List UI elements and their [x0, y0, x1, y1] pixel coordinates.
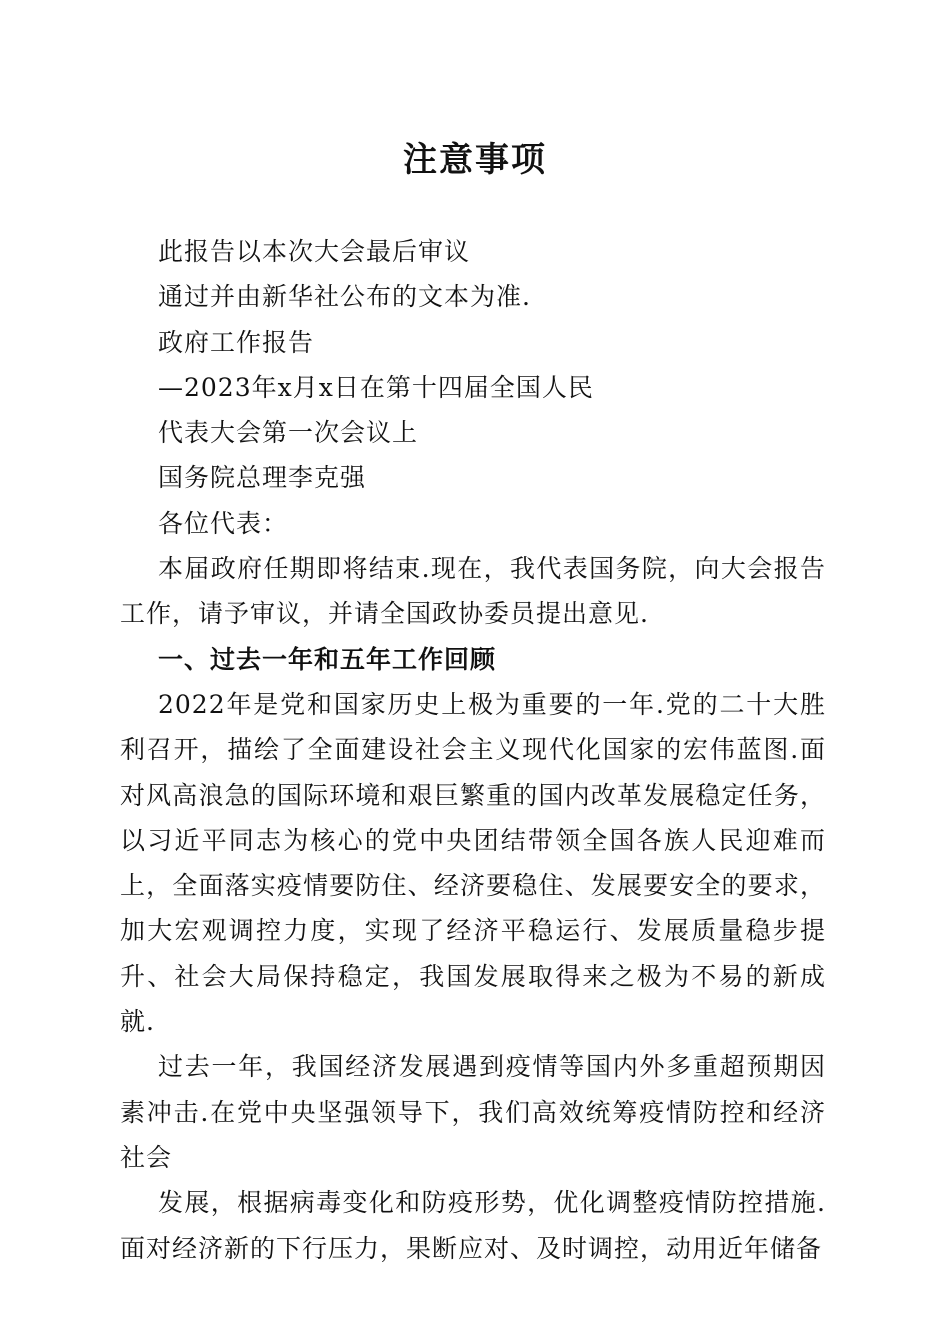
intro-line-1: 此报告以本次大会最后审议	[158, 237, 471, 266]
paragraph-1: 2022年是党和国家历史上极为重要的一年.党的二十大胜利召开，描绘了全面建设社会主义现代化国家的宏伟蓝图.面对风高浪急的国际环境和艰巨繁重的国内改革发展稳定任务，以习近平同志为核心的党中央团结带领全国各族人民迎难而上，全面落实疫情要防住、经济要稳住、发展要安全的要求，加大宏观调控力度，实现了经济平稳运行、发展质量稳步提升、社会大局保持稳定，我国发展取得来之极为不易的新成就.	[120, 689, 826, 1037]
paragraph-3: 发展，根据病毒变化和防疫形势，优化调整疫情防控措施.面对经济新的下行压力，果断应对、及时调控，动用近年储备	[120, 1188, 826, 1263]
paragraph-2: 过去一年，我国经济发展遇到疫情等国内外多重超预期因素冲击.在党中央坚强领导下，我们高效统筹疫情防控和经济社会	[120, 1052, 826, 1172]
document-body	[120, 229, 826, 1271]
opening-paragraph: 本届政府任期即将结束.现在，我代表国务院，向大会报告工作，请予审议，并请全国政协委员提出意见.	[120, 554, 826, 629]
intro-line-3: 政府工作报告	[158, 327, 315, 357]
section-heading: 一、过去一年和五年工作回顾	[158, 644, 497, 674]
intro-line-4: —2023年x月x日在第十四届全国人民	[158, 372, 594, 402]
document-title: 注意事项	[403, 140, 547, 180]
intro-line-7: 各位代表：	[158, 508, 289, 538]
intro-line-6: 国务院总理李克强	[158, 463, 367, 493]
intro-line-2: 通过并由新华社公布的文本为准.	[158, 282, 531, 312]
intro-line-5: 代表大会第一次会议上	[158, 418, 419, 448]
